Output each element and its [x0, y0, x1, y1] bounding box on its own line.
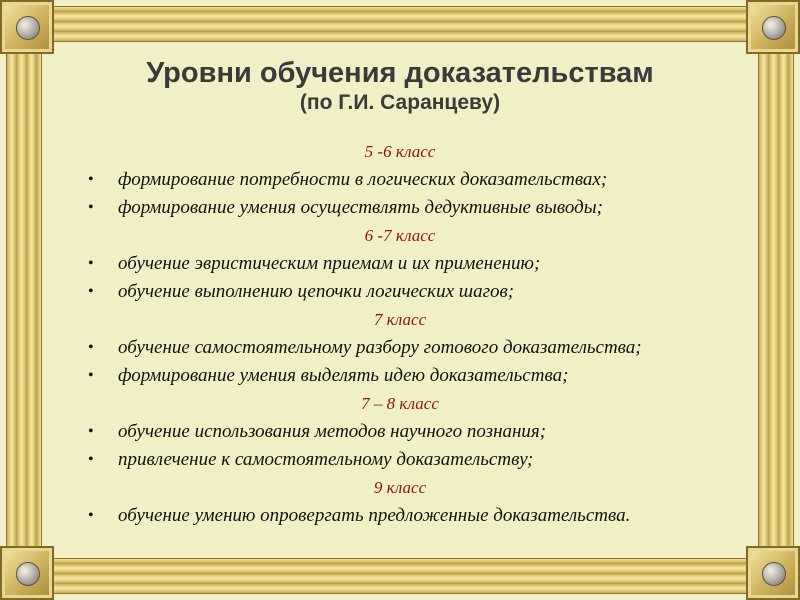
frame-left-bar: [6, 40, 42, 560]
grade-heading: 9 класс: [373, 478, 427, 497]
list-item-text: формирование умения выделять идею доказательства;: [118, 365, 569, 386]
list-item: [70, 250, 730, 278]
slide-title: Уровни обучения доказательствам: [146, 57, 654, 89]
bullet-icon: •: [88, 255, 94, 272]
frame-bottom-bar: [40, 558, 760, 594]
bullet-icon: •: [88, 283, 94, 300]
list-item: [70, 502, 730, 530]
corner-knob-top-right: [746, 0, 800, 54]
list-item-text: формирование умения осуществлять дедуктивные выводы;: [118, 197, 603, 218]
bullet-icon: •: [88, 171, 94, 188]
list-item-text: привлечение к самостоятельному доказательству;: [118, 449, 534, 470]
knob-ball-icon: [16, 16, 40, 40]
list-item: [70, 278, 730, 306]
grade-heading: 6 -7 класс: [364, 226, 436, 245]
frame-right-bar: [758, 40, 794, 560]
list-item: [70, 418, 730, 446]
list-item: [70, 194, 730, 222]
grade-heading: 5 -6 класс: [364, 142, 436, 161]
list-item: [70, 446, 730, 474]
bullet-icon: •: [88, 451, 94, 468]
list-item-text: обучение выполнению цепочки логических шагов;: [118, 281, 515, 302]
corner-knob-top-left: [0, 0, 54, 54]
knob-ball-icon: [762, 16, 786, 40]
corner-knob-bottom-right: [746, 546, 800, 600]
frame-top-bar: [40, 6, 760, 42]
grade-heading: 7 класс: [373, 310, 427, 329]
bullet-icon: •: [88, 199, 94, 216]
list-item-text: обучение эвристическим приемам и их применению;: [118, 253, 541, 274]
slide-content: [70, 46, 730, 546]
bullet-icon: •: [88, 507, 94, 524]
slide-subtitle: (по Г.И. Саранцеву): [299, 91, 501, 114]
list-item: [70, 334, 730, 362]
list-item: [70, 166, 730, 194]
list-item-text: обучение умению опровергать предложенные доказательства.: [118, 505, 631, 526]
corner-knob-bottom-left: [0, 546, 54, 600]
bullet-icon: •: [88, 423, 94, 440]
bullet-icon: •: [88, 367, 94, 384]
list-item-text: обучение использования методов научного познания;: [118, 421, 547, 442]
list-item-text: обучение самостоятельному разбору готового доказательства;: [118, 337, 642, 358]
bullet-icon: •: [88, 339, 94, 356]
grade-levels-list: [70, 138, 730, 530]
knob-ball-icon: [16, 562, 40, 586]
list-item-text: формирование потребности в логических доказательствах;: [118, 169, 608, 190]
knob-ball-icon: [762, 562, 786, 586]
grade-heading: 7 – 8 класс: [361, 394, 439, 413]
list-item: [70, 362, 730, 390]
